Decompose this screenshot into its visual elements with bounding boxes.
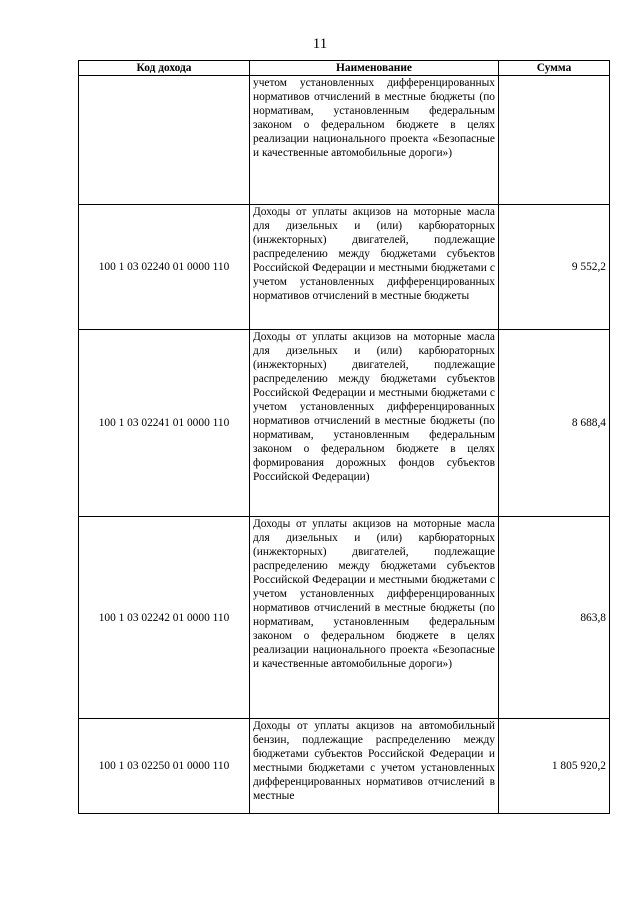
table-header-row — [79, 61, 610, 76]
revenue-sum — [499, 76, 610, 205]
revenue-code: 100 1 03 02240 01 0000 110 — [79, 205, 250, 330]
revenue-name: учетом установленных дифференцированных нормативов отчислений в местные бюджеты (по нормативам, установленным федеральным законом о федеральном бюджете в целях реализации национального проекта «Безопасные и качественные автомобильные дороги») — [250, 76, 499, 205]
page-number: 11 — [312, 36, 328, 52]
revenue-name: Доходы от уплаты акцизов на моторные масла для дизельных и (или) карбюраторных (инжекторных) двигателей, подлежащие распределению между бюджетами субъектов Российской Федерации и местными бюджетами с учетом установленных дифференцированных нормативов отчислений в местные бюджеты — [250, 205, 499, 330]
table-row — [79, 517, 610, 719]
revenue-sum: 1 805 920,2 — [499, 719, 610, 814]
header-sum: Сумма — [499, 61, 610, 76]
revenue-code: 100 1 03 02250 01 0000 110 — [79, 719, 250, 814]
revenue-sum: 8 688,4 — [499, 330, 610, 517]
revenue-sum: 9 552,2 — [499, 205, 610, 330]
table-row — [79, 205, 610, 330]
revenue-name: Доходы от уплаты акцизов на моторные масла для дизельных и (или) карбюраторных (инжекторных) двигателей, подлежащие распределению между бюджетами субъектов Российской Федерации и местными бюджетами с учетом установленных дифференцированных нормативов отчислений в местные бюджеты (по нормативам, установленным федеральным законом о федеральном бюджете в целях реализации национального проекта «Безопасные и качественные автомобильные дороги») — [250, 517, 499, 719]
revenue-sum: 863,8 — [499, 517, 610, 719]
table-row — [79, 76, 610, 205]
revenue-code — [79, 76, 250, 205]
header-code: Код дохода — [79, 61, 250, 76]
header-name: Наименование — [250, 61, 499, 76]
revenue-code: 100 1 03 02241 01 0000 110 — [79, 330, 250, 517]
table-row — [79, 330, 610, 517]
revenue-name: Доходы от уплаты акцизов на моторные масла для дизельных и (или) карбюраторных (инжекторных) двигателей, подлежащие распределению между бюджетами субъектов Российской Федерации и местными бюджетами с учетом установленных дифференцированных нормативов отчислений в местные бюджеты (по нормативам, установленным федеральным законом о федеральном бюджете в целях формирования дорожных фондов субъектов Российской Федерации) — [250, 330, 499, 517]
revenue-table — [78, 60, 610, 814]
table-row — [79, 719, 610, 814]
revenue-code: 100 1 03 02242 01 0000 110 — [79, 517, 250, 719]
revenue-name: Доходы от уплаты акцизов на автомобильный бензин, подлежащие распределению между бюджетами субъектов Российской Федерации и местными бюджетами с учетом установленных дифференцированных нормативов отчислений в местные — [250, 719, 499, 814]
